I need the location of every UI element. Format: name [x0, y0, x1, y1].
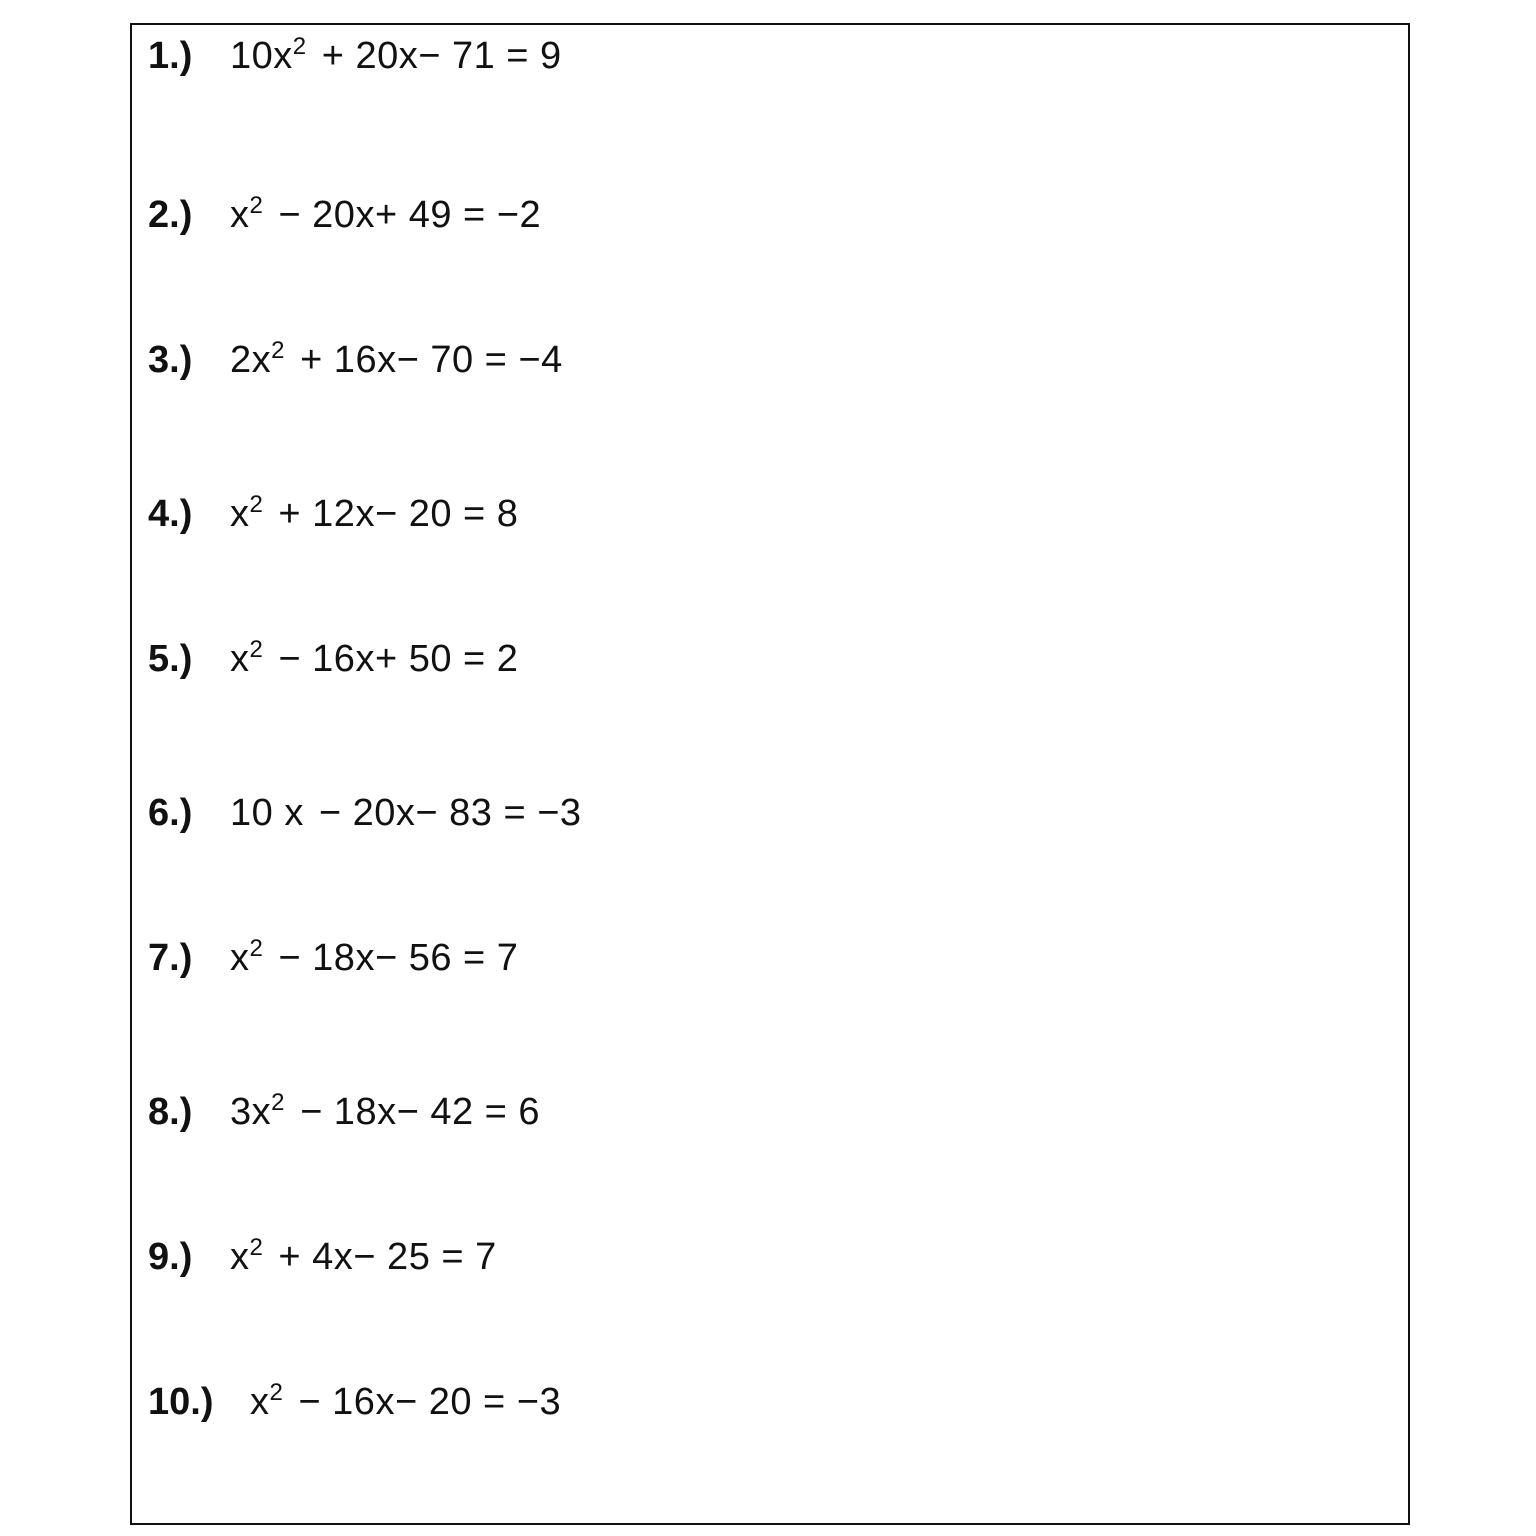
problem-equation: [230, 33, 562, 77]
problem-equation: [230, 794, 582, 832]
problem-equation: [230, 491, 519, 535]
problem-number: 6.): [148, 792, 193, 834]
problem-number: 10.): [148, 1381, 214, 1423]
equation-lead: 10 x: [230, 792, 304, 834]
equation-exponent: 2: [249, 1234, 264, 1261]
equation-lead: x: [230, 1236, 250, 1278]
equation-exponent: 2: [249, 935, 264, 962]
equation-exponent: 2: [271, 337, 285, 364]
equation-lead: x: [230, 194, 250, 236]
equation-rest: − 18x− 42 = 6: [300, 1091, 541, 1133]
problem-equation: [250, 1379, 562, 1423]
equation-exponent: 2: [249, 636, 264, 663]
equation-lead: x: [230, 638, 250, 680]
worksheet-frame: [130, 23, 1410, 1525]
problem-3: [148, 337, 563, 381]
problem-number: 3.): [148, 339, 193, 381]
equation-rest: − 18x− 56 = 7: [278, 937, 519, 979]
equation-exponent: 2: [249, 491, 264, 518]
problem-number: 9.): [148, 1236, 193, 1278]
problem-equation: [230, 192, 542, 236]
problem-number: 2.): [148, 194, 193, 236]
problem-4: [148, 491, 519, 535]
problem-number: 1.): [148, 35, 193, 77]
problem-6: [148, 794, 582, 832]
equation-exponent: 2: [249, 192, 264, 219]
problem-9: [148, 1234, 497, 1278]
problem-equation: [230, 935, 519, 979]
equation-exponent: 2: [269, 1379, 284, 1406]
equation-lead: x: [230, 493, 250, 535]
problem-equation: [230, 1089, 541, 1133]
equation-exponent: 2: [271, 1089, 285, 1116]
problem-number: 8.): [148, 1091, 193, 1133]
equation-rest: + 12x− 20 = 8: [278, 493, 519, 535]
problem-number: 7.): [148, 937, 193, 979]
equation-rest: + 4x− 25 = 7: [278, 1236, 497, 1278]
equation-lead: 10x: [230, 35, 293, 77]
problem-7: [148, 935, 519, 979]
problem-1: [148, 33, 562, 77]
equation-exponent: 2: [292, 33, 307, 60]
equation-rest: − 16x− 20 = −3: [298, 1381, 562, 1423]
equation-rest: − 20x+ 49 = −2: [278, 194, 542, 236]
problem-equation: [230, 337, 563, 381]
equation-rest: + 20x− 71 = 9: [321, 35, 562, 77]
problem-5: [148, 636, 519, 680]
problem-number: 5.): [148, 638, 193, 680]
problem-number: 4.): [148, 493, 193, 535]
equation-lead: 3x: [230, 1091, 272, 1133]
problem-equation: [230, 1234, 497, 1278]
equation-lead: x: [230, 937, 250, 979]
equation-rest: − 20x− 83 = −3: [318, 792, 582, 834]
problem-equation: [230, 636, 519, 680]
problem-8: [148, 1089, 541, 1133]
equation-rest: + 16x− 70 = −4: [300, 339, 563, 381]
problem-10: [148, 1379, 562, 1423]
equation-lead: 2x: [230, 339, 272, 381]
problem-2: [148, 192, 542, 236]
equation-rest: − 16x+ 50 = 2: [278, 638, 519, 680]
equation-lead: x: [250, 1381, 270, 1423]
